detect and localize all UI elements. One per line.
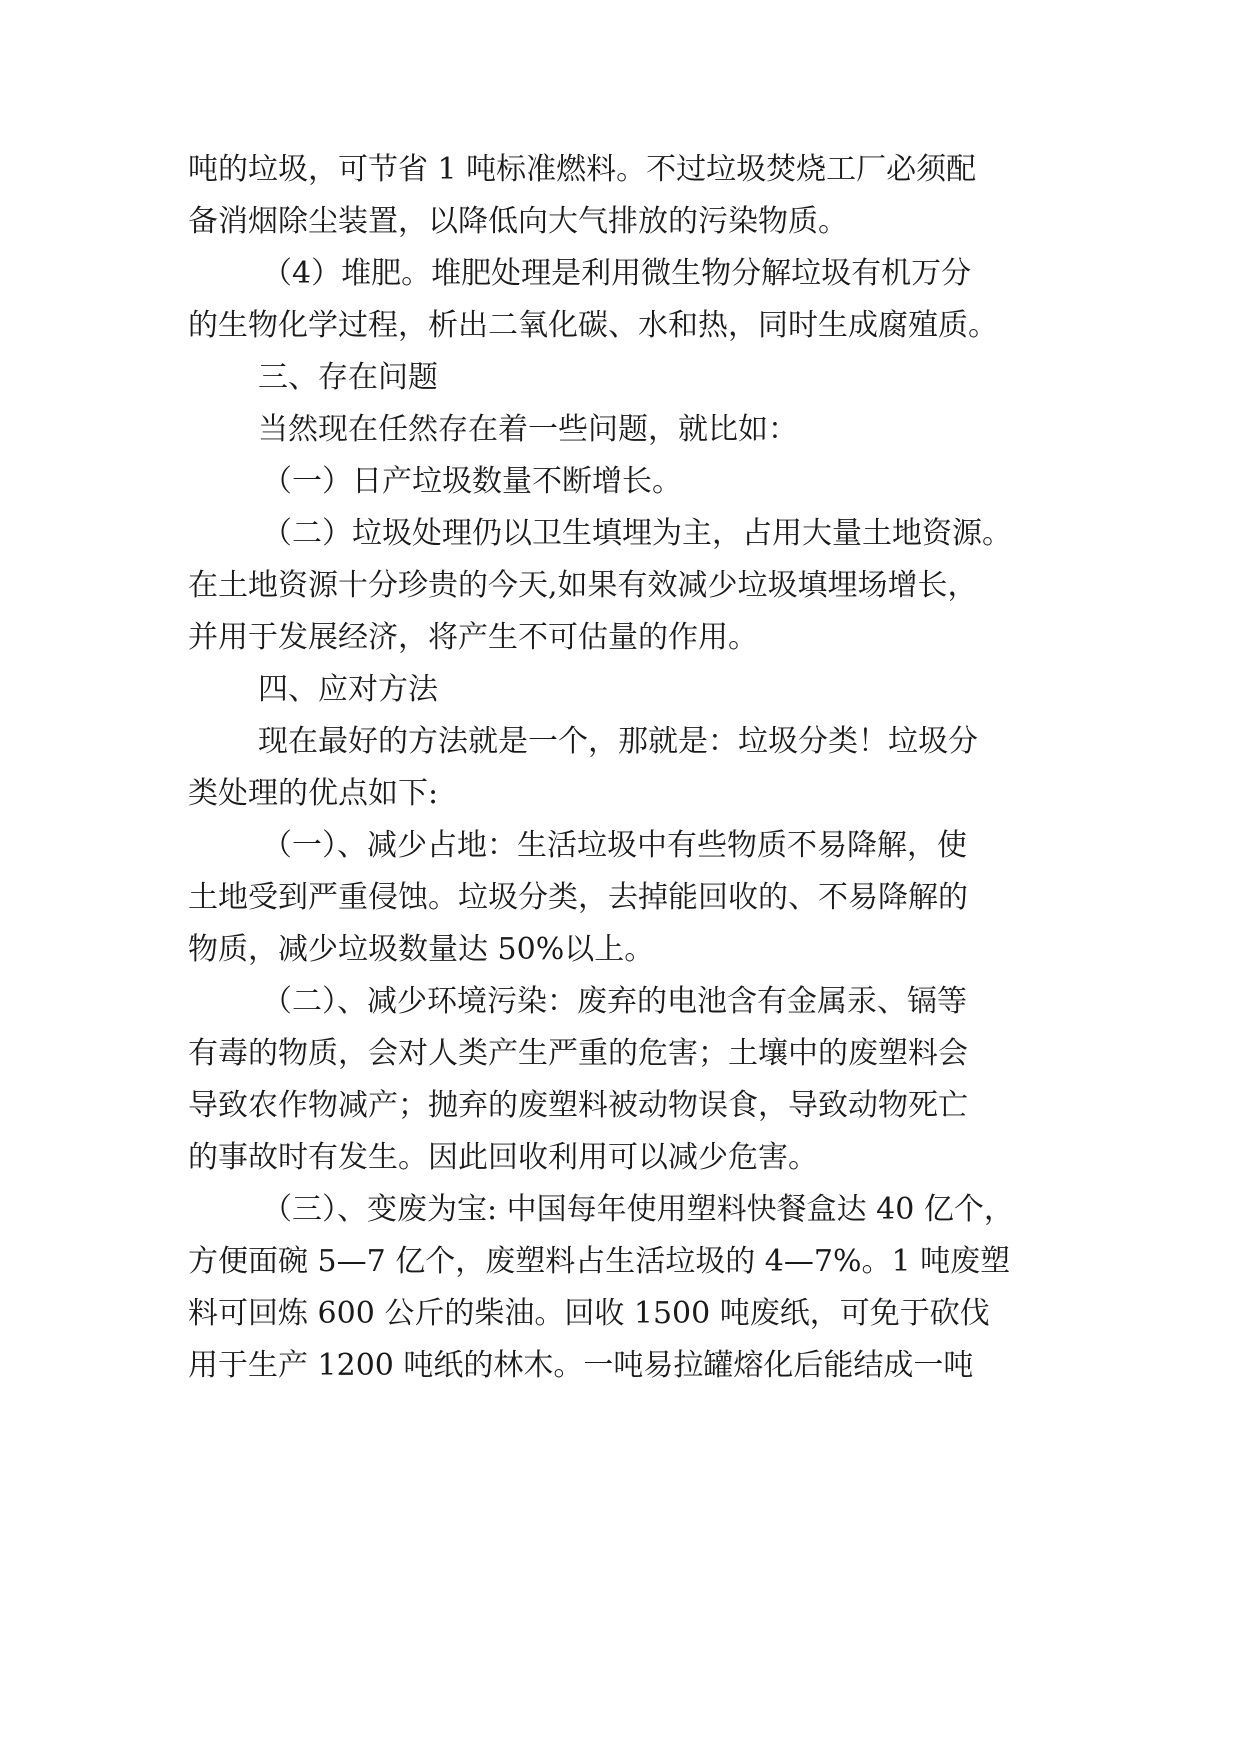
paragraph-line: 方便面碗 5—7 亿个，废塑料占生活垃圾的 4—7%。1 吨废塑 — [188, 1244, 1011, 1279]
paragraph-line: （二）、减少环境污染：废弃的电池含有金属汞、镉等 — [262, 984, 967, 1019]
paragraph-line: 用于生产 1200 吨纸的林木。一吨易拉罐熔化后能结成一吨 — [188, 1348, 974, 1383]
paragraph-line: 的生物化学过程，析出二氧化碳、水和热，同时生成腐殖质。 — [188, 308, 998, 343]
paragraph-line: （二）垃圾处理仍以卫生填埋为主，占用大量土地资源。 — [262, 516, 1012, 551]
section-heading: 四、应对方法 — [258, 672, 438, 707]
paragraph-line: （三）、变废为宝: 中国每年使用塑料快餐盒达 40 亿个， — [262, 1192, 1014, 1227]
paragraph-line: （一）日产垃圾数量不断增长。 — [262, 464, 682, 499]
paragraph-line: 类处理的优点如下: — [188, 776, 439, 811]
paragraph-line: 的事故时有发生。因此回收利用可以减少危害。 — [188, 1140, 818, 1175]
paragraph-line: 有毒的物质，会对人类产生严重的危害；土壤中的废塑料会 — [188, 1036, 968, 1071]
paragraph-line: （一）、减少占地：生活垃圾中有些物质不易降解，使 — [262, 828, 967, 863]
paragraph-line: 在土地资源十分珍贵的今天,如果有效减少垃圾填埋场增长， — [188, 568, 978, 603]
paragraph-line: 物质，减少垃圾数量达 50%以上。 — [188, 932, 655, 967]
paragraph-line: 并用于发展经济，将产生不可估量的作用。 — [188, 620, 758, 655]
paragraph-line: 料可回炼 600 公斤的柴油。回收 1500 吨废纸，可免于砍伐 — [188, 1296, 990, 1331]
paragraph-line: 土地受到严重侵蚀。垃圾分类，去掉能回收的、不易降解的 — [188, 880, 968, 915]
section-heading: 三、存在问题 — [258, 360, 438, 395]
paragraph-line: 吨的垃圾，可节省 1 吨标准燃料。不过垃圾焚烧工厂必须配 — [188, 152, 977, 187]
paragraph-line: （4）堆肥。堆肥处理是利用微生物分解垃圾有机万分 — [262, 256, 972, 291]
paragraph-line: 导致农作物减产；抛弃的废塑料被动物误食，导致动物死亡 — [188, 1088, 968, 1123]
paragraph-line: 现在最好的方法就是一个，那就是：垃圾分类！垃圾分 — [258, 724, 978, 759]
paragraph-line: 备消烟除尘装置，以降低向大气排放的污染物质。 — [188, 204, 848, 239]
paragraph-line: 当然现在任然存在着一些问题，就比如： — [258, 412, 798, 447]
